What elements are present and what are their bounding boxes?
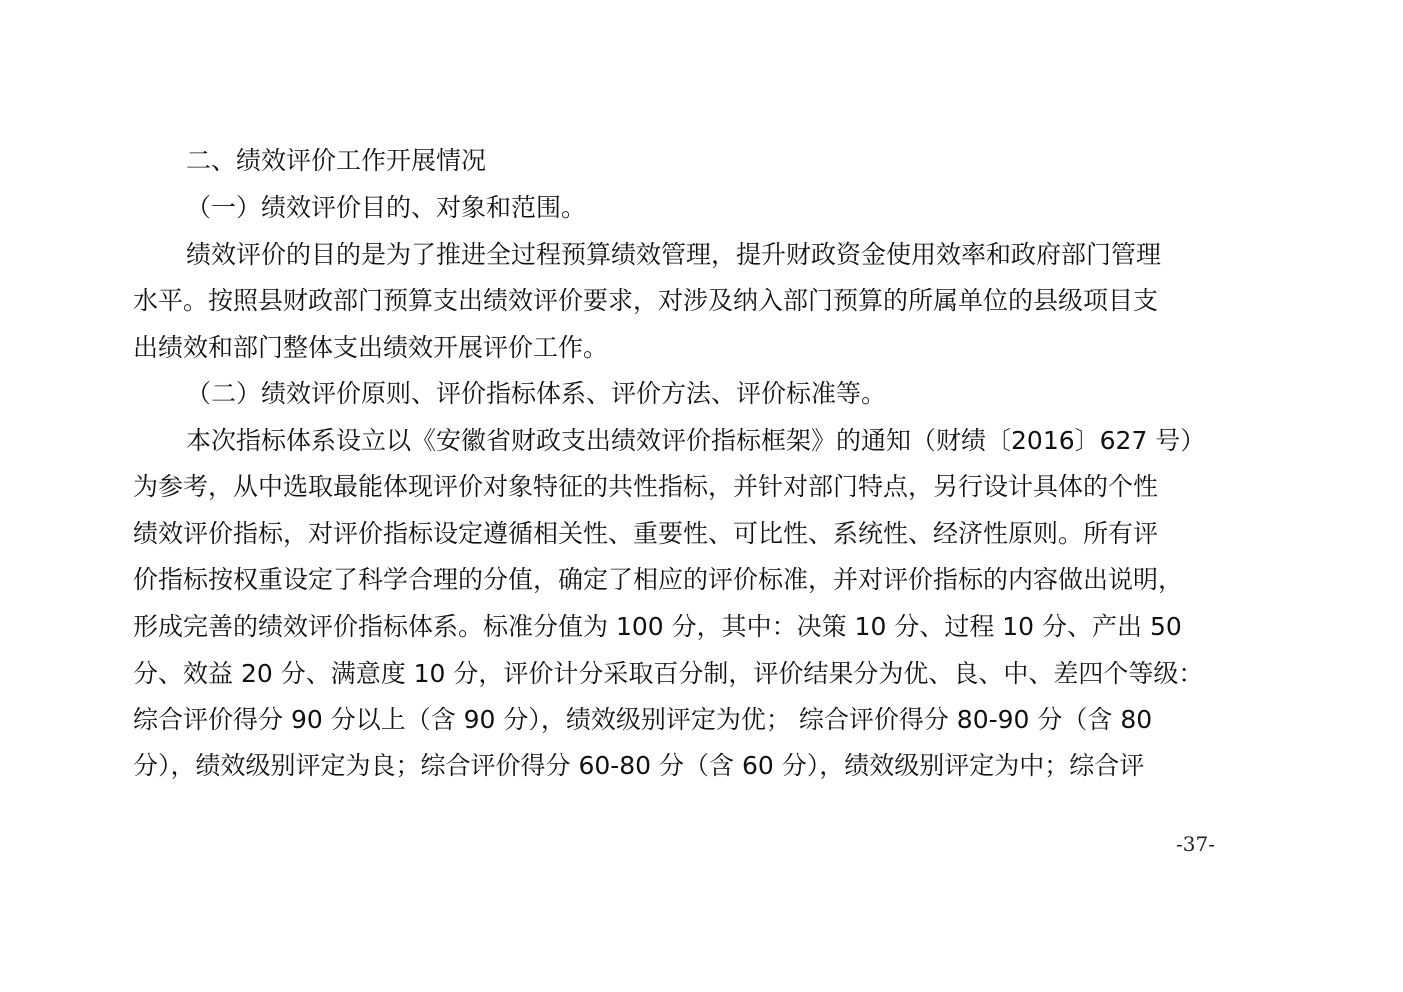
paragraph-2-line-4: 价指标按权重设定了科学合理的分值，确定了相应的评价标准，并对评价指标的内容做出说明，	[133, 565, 1184, 594]
paragraph-2-line-2: 为参考，从中选取最能体现评价对象特征的共性指标，并针对部门特点，另行设计具体的个性	[133, 472, 1159, 501]
paragraph-2-line-3: 绩效评价指标，对评价指标设定遵循相关性、重要性、可比性、系统性、经济性原则。所有评	[133, 519, 1159, 548]
paragraph-2-line-8: 分），绩效级别评定为良；综合评价得分 60-80 分（含 60 分），绩效级别评定为中；综合评	[133, 751, 1145, 780]
section-heading: 二、绩效评价工作开展情况	[186, 146, 487, 175]
paragraph-2-line-5: 形成完善的绩效评价指标体系。标准分值为 100 分，其中：决策 10 分、过程 10 分、产出 50	[133, 612, 1182, 641]
subsection-heading-1: （一）绩效评价目的、对象和范围。	[186, 193, 587, 222]
subsection-heading-2: （二）绩效评价原则、评价指标体系、评价方法、评价标准等。	[186, 379, 887, 408]
paragraph-2-line-1: 本次指标体系设立以《安徽省财政支出绩效评价指标框架》的通知（财绩〔2016〕627 号）	[186, 426, 1206, 455]
paragraph-2-line-7: 综合评价得分 90 分以上（含 90 分），绩效级别评定为优； 综合评价得分 80-90 分（含 80	[133, 705, 1153, 734]
paragraph-1-line-3: 出绩效和部门整体支出绩效开展评价工作。	[133, 333, 609, 362]
paragraph-1-line-2: 水平。按照县财政部门预算支出绩效评价要求，对涉及纳入部门预算的所属单位的县级项目支	[133, 286, 1159, 315]
page-number: -37-	[1176, 832, 1215, 856]
paragraph-2-line-6: 分、效益 20 分、满意度 10 分，评价计分采取百分制，评价结果分为优、良、中、差四个等级：	[133, 659, 1204, 688]
paragraph-1-line-1: 绩效评价的目的是为了推进全过程预算绩效管理，提升财政资金使用效率和政府部门管理	[186, 240, 1162, 269]
